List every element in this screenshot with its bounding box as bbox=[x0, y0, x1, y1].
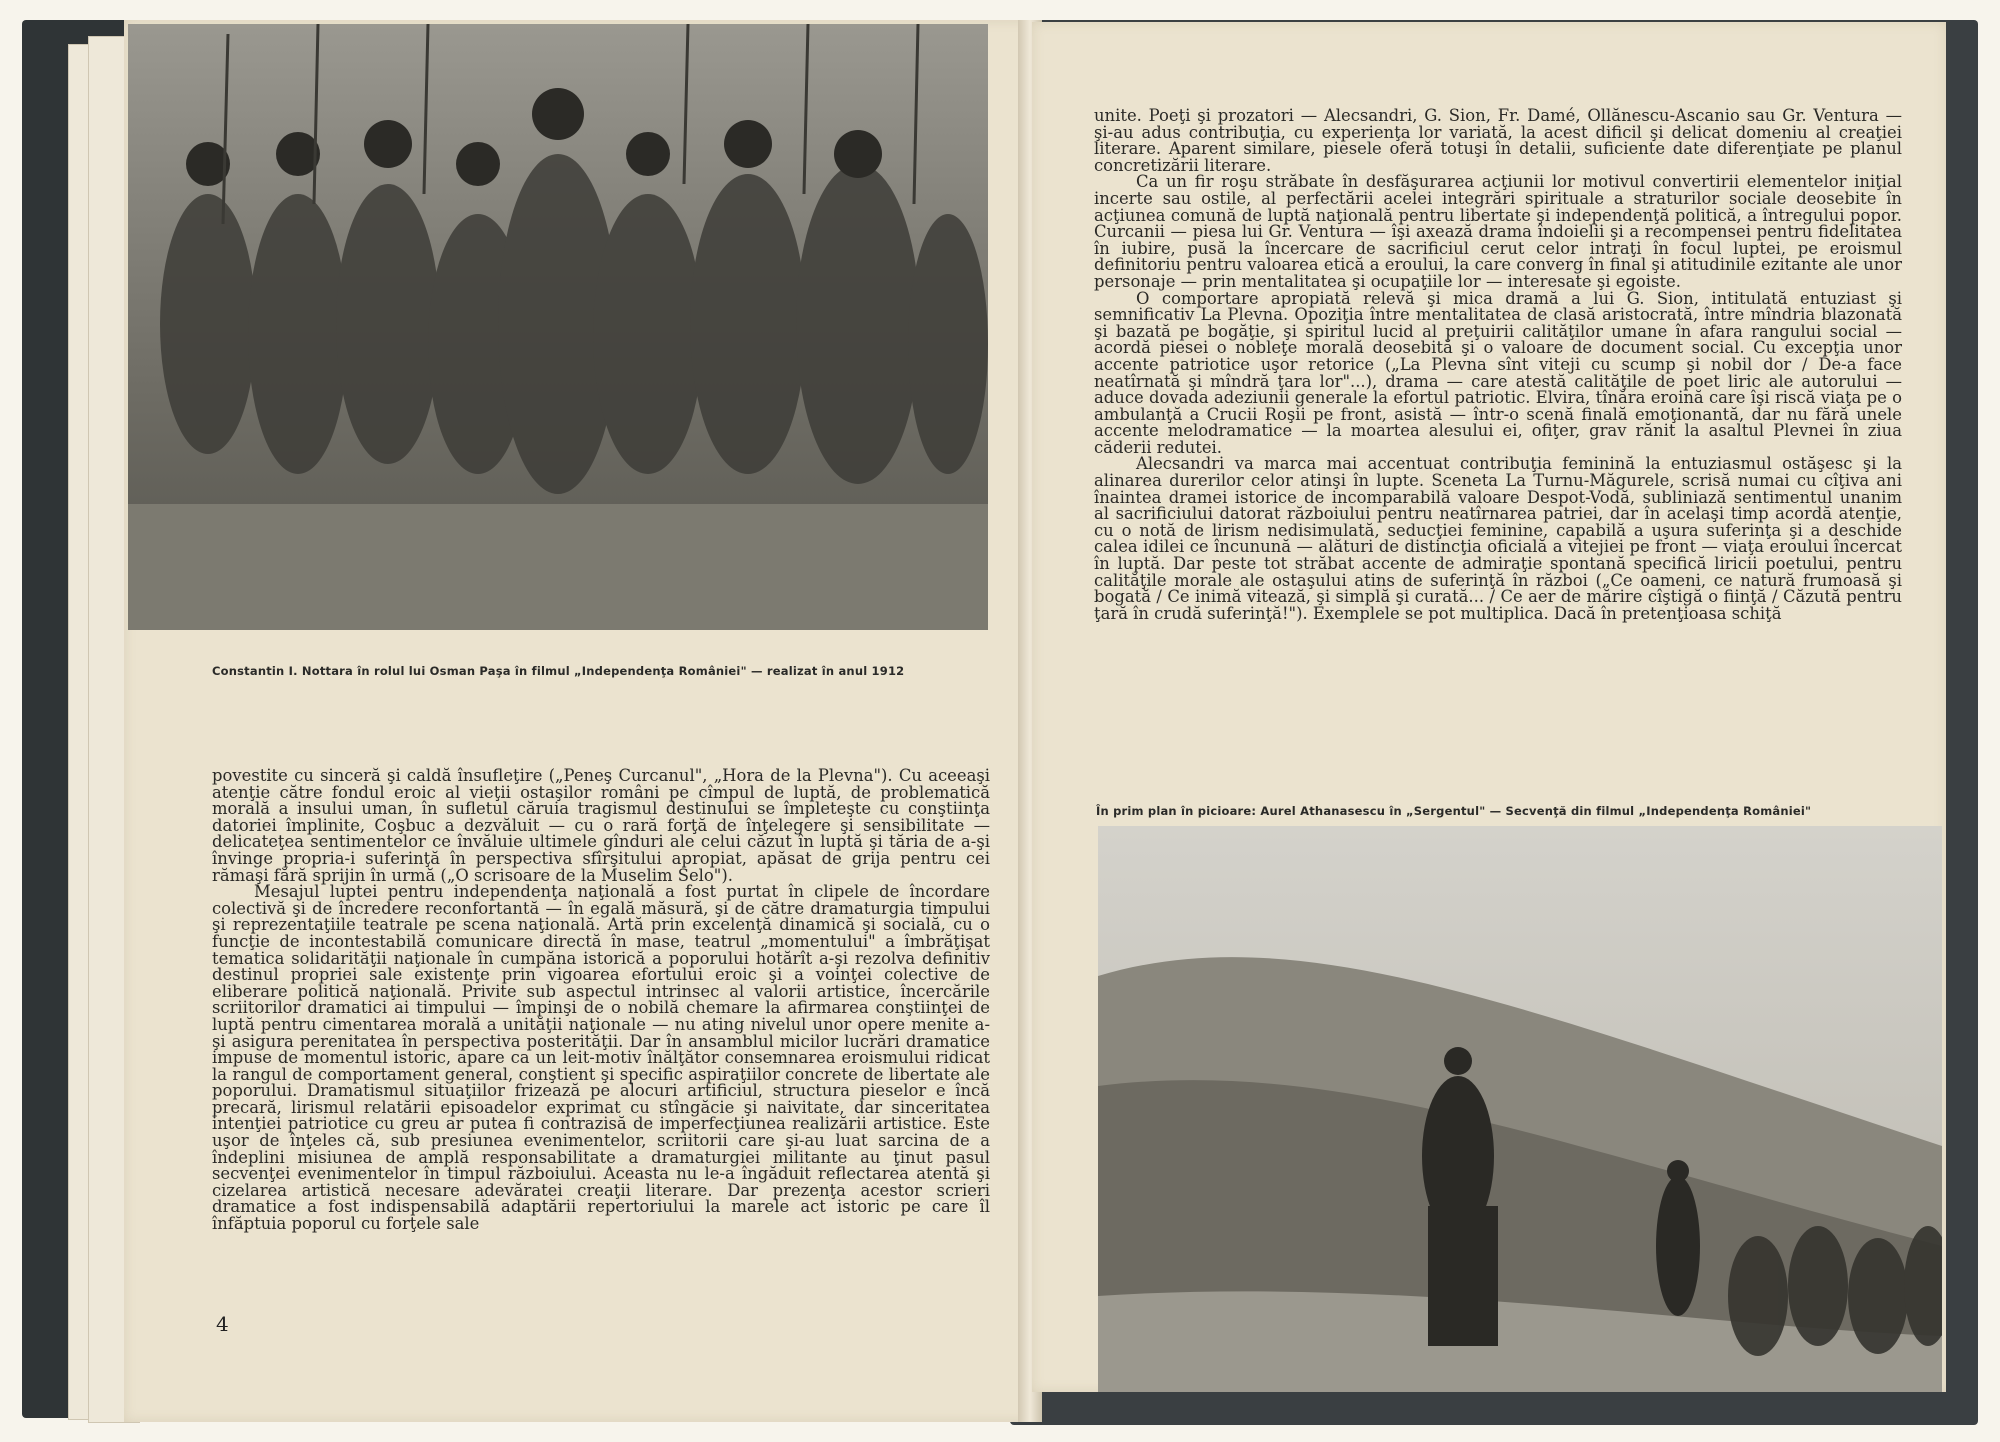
paragraph: povestite cu sinceră şi caldă însufleţire („Peneş Curcanul", „Hora de la Plevna"). Cu aceeaşi atenţie către fondul eroic al vieţii ostaşilor români pe cîmpul de luptă, de problematică morală a insului uman, în sufletul căruia tragismul destinului se împleteşte cu conştiinţa datoriei împlinite, Coşbuc a dezvăluit — cu o rară forţă de înţelegere şi sensibilitate — delicateţea sentimentelor ce învăluie ultimele gînduri ale celui căzut în luptă şi tăria de a-şi învinge propria-i suferinţă în perspectiva sfîrşitului apropiat, apăsat de grija pentru cei rămaşi fără sprijin în urmă („O scrisoare de la Muselim Selo"). bbox=[212, 766, 990, 885]
film-still-photo bbox=[128, 24, 988, 630]
right-page bbox=[1032, 22, 1946, 1392]
paragraph: O comportare apropiată relevă şi mica dramă a lui G. Sion, intitulată entuziast şi semnificativ La Plevna. Opoziţia între mentalitatea de clasă aristocrată, între mîndria blazonată şi bazată pe bogăţie, şi spiritul lucid al preţuirii calităţilor umane în afara rangului social — acordă piesei o nobleţe morală deosebită şi o valoare de document social. Cu excepţia unor accente patriotice uşor retorice („La Plevna sînt viteji cu scump şi nobil dor / De-a face neatîrnată şi mîndră ţara lor"...), drama — care atestă calităţile de poet liric ale autorului — aduce dovada adeziunii generale la efortul patriotic. Elvira, tînăra eroină care îşi riscă viaţa pe o ambulanţă a Crucii Roşii pe front, asistă — într-o scenă finală emoţionantă, dar nu fără unele accente melodramatice — la moartea alesului ei, ofiţer, grav rănit la asaltul Plevnei în ziua căderii redutei. bbox=[1094, 288, 1902, 457]
photo-caption: Constantin I. Nottara în rolul lui Osman Paşa în filmul „Independenţa României" — realizat în anul 1912 bbox=[212, 664, 905, 678]
left-page bbox=[124, 20, 1031, 1422]
photo-caption: În prim plan în picioare: Aurel Athanasescu în „Sergentul" — Secvenţă din filmul „Independenţa României" bbox=[1096, 804, 1812, 818]
paragraph: Ca un fir roşu străbate în desfăşurarea acţiunii lor motivul convertirii elementelor iniţial incerte sau ostile, al perfectării acelei integrări spirituale a straturilor sociale deosebite în acţiunea comună de luptă naţională pentru libertate şi independenţă politică, a întregului popor. Curcanii — piesa lui Gr. Ventura — îşi axează drama îndoielii şi a recompensei pentru fidelitatea în iubire, pusă la încercare de sacrificiul cerut celor intraţi în focul luptei, pe eroismul definitoriu pentru valoarea etică a eroului, la care converg în final şi atitudinile ezitante ale unor personaje — prin mentalitatea şi ocupaţiile lor — interesate şi egoiste. bbox=[1094, 172, 1902, 291]
page-number: 4 bbox=[216, 1312, 229, 1336]
left-body-text bbox=[212, 768, 990, 1233]
right-body-text bbox=[1094, 108, 1902, 622]
paragraph: Mesajul luptei pentru independenţa naţională a fost purtat în clipele de încordare colectivă şi de încredere reconfortantă — în egală măsură, şi de către dramaturgia timpului şi reprezentaţiile teatrale pe scena naţională. Artă prin excelenţă dinamică şi socială, cu o funcţie de incontestabilă comunicare directă în mase, teatrul „momentului" a îmbrăţişat tematica solidarităţii naţionale în cumpăna istorică a poporului hotărît a-şi rezolva definitiv destinul propriei sale existenţe prin vigoarea efortului eroic şi a voinţei colective de eliberare politică naţională. Privite sub aspectul intrinsec al valorii artistice, încercările scriitorilor dramatici ai timpului — împinşi de o nobilă chemare la afirmarea conştiinţei de luptă pentru cimentarea morală a unităţii naţionale — nu ating nivelul unor opere menite a-şi asigura perenitatea în perspectiva posterităţii. Dar în ansamblul micilor lucrări dramatice impuse de momentul istoric, apare ca un leit-motiv înălţător consemnarea eroismului ridicat la rangul de comportament general, conştient şi specific aspiraţiilor concrete de libertate ale poporului. Dramatismul situaţiilor frizează pe alocuri artificiul, structura pieselor e încă precară, lirismul relatării episoadelor exprimat cu stîngăcie şi naivitate, dar sinceritatea intenţiei patriotice cu greu ar putea fi contrazisă de imperfecţiunea realizării artistice. Este uşor de înţeles că, sub presiunea evenimentelor, scriitorii care şi-au luat sarcina de a îndeplini misiunea de amplă responsabilitate a dramaturgiei militante au ţinut pasul secvenţei evenimentelor în timpul războiului. Aceasta nu le-a îngăduit reflectarea atentă şi cizelarea artistică necesare adevăratei creaţii literare. Dar prezenţa acestor scrieri dramatice a fost indispensabilă adaptării repertoriului la marele act istoric pe care îl înfăptuia poporul cu forţele sale bbox=[212, 882, 990, 1234]
paragraph: unite. Poeţi şi prozatori — Alecsandri, G. Sion, Fr. Damé, Ollănescu-Ascanio sau Gr. Ventura — şi-au adus contribuţia, cu experienţa lor variată, la acest dificil şi delicat domeniu al creaţiei literare. Aparent similare, piesele oferă totuşi în detalii, suficiente date diferenţiate pe planul concretizării literare. bbox=[1094, 106, 1902, 175]
paragraph: Alecsandri va marca mai accentuat contribuţia feminină la entuziasmul ostăşesc şi la alinarea durerilor celor atinşi în lupte. Sceneta La Turnu-Măgurele, scrisă numai cu cîţiva ani înaintea dramei istorice de incomparabilă valoare Despot-Vodă, subliniază sentimentul unanim al sacrificiului datorat războiului pentru neatîrnarea patriei, dar în acelaşi timp acordă atenţie, cu o notă de lirism nedisimulată, seducţiei feminine, capabilă a uşura suferinţa şi a deschide calea idilei ce încunună — alături de distincţia oficială a vitejiei pe front — viaţa eroului încercat în luptă. Dar peste tot străbat accente de admiraţie spontană specifică liricii poetului, pentru calităţile morale ale ostaşului atins de suferinţă în război („Ce oameni, ce natură frumoasă şi bogată / Ce inimă vitează, şi simplă şi curată... / Ce aer de mărire cîştigă o fiinţă / Căzută pentru ţară în crudă suferinţă!"). Exemplele se pot multiplica. Dacă în pretenţioasa schiţă bbox=[1094, 454, 1902, 623]
film-still-photo bbox=[1098, 826, 1942, 1392]
